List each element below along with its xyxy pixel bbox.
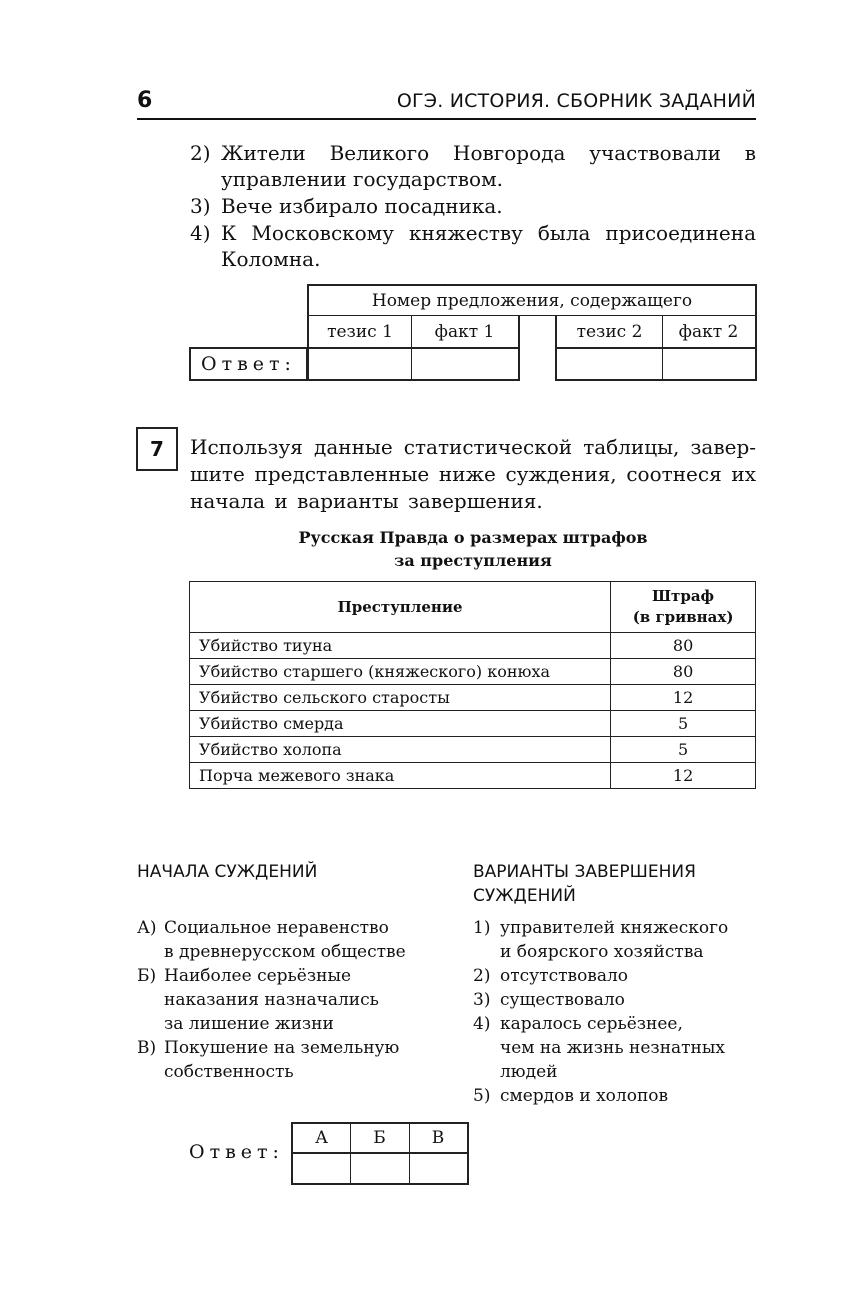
list-item: [473, 988, 763, 1012]
beginnings-list: [137, 916, 437, 1084]
endings-heading: [473, 860, 696, 908]
table-row: [190, 737, 756, 763]
list-item: [473, 1012, 763, 1084]
table-row: [190, 659, 756, 685]
table-title-line: Русская Правда о размерах штрафов: [298, 528, 648, 547]
answer-col-a: А: [291, 1122, 351, 1154]
statement-4: [190, 220, 756, 274]
statement-number: 2): [190, 141, 211, 165]
item-line: собственность: [164, 1062, 294, 1082]
item-line: существовало: [500, 990, 625, 1010]
answer-grid-2: [291, 1122, 469, 1185]
crime-cell: Убийство старшего (княжеского) конюха: [190, 659, 611, 685]
statement-line: Вече избирало посадника.: [221, 194, 503, 218]
item-line: отсутствовало: [500, 966, 629, 986]
item-line: каралось серьёзнее,: [500, 1014, 683, 1034]
instruction-line: Используя данные статистической таблицы, завер-: [190, 435, 756, 459]
beginnings-heading: НАЧАЛА СУЖДЕНИЙ: [137, 862, 318, 882]
col-header-fine: [611, 582, 756, 633]
statement-2: [190, 140, 756, 194]
instruction-line: шите представленные ниже суждения, соотнеся их: [190, 462, 756, 486]
answer-cell-thesis-2[interactable]: [555, 347, 663, 381]
table-title-line: за преступления: [394, 551, 552, 570]
item-line: и боярского хозяйства: [500, 942, 704, 962]
item-line: смердов и холопов: [500, 1086, 669, 1106]
list-item: [137, 916, 437, 964]
answer-cell-a[interactable]: [291, 1152, 351, 1185]
endings-heading-line: ВАРИАНТЫ ЗАВЕРШЕНИЯ: [473, 862, 696, 882]
answer-label: Ответ:: [189, 347, 308, 381]
table-row: [190, 685, 756, 711]
col-fact-2: факт 2: [662, 315, 757, 348]
list-item: [473, 1084, 763, 1108]
col-header-fine-line: Штраф: [652, 587, 715, 605]
crime-cell: Убийство тиуна: [190, 633, 611, 659]
task-instruction: [190, 434, 756, 515]
header-rule: [137, 118, 756, 120]
statement-line: Коломна.: [221, 247, 321, 271]
crime-cell: Убийство сельского старосты: [190, 685, 611, 711]
item-letter: А): [137, 918, 157, 938]
answer-col-b: Б: [350, 1122, 410, 1154]
col-thesis-1: тезис 1: [307, 315, 412, 348]
answer-cell-fact-1[interactable]: [411, 347, 520, 381]
list-item: [473, 916, 763, 964]
answer-cell-b[interactable]: [350, 1152, 410, 1185]
task-number: 7: [136, 427, 178, 471]
crime-cell: Убийство холопа: [190, 737, 611, 763]
answer-col-v: В: [409, 1122, 469, 1154]
item-letter: В): [137, 1038, 157, 1058]
statement-line: управлении государством.: [221, 167, 503, 191]
table-row: [190, 711, 756, 737]
col-fact-1: факт 1: [411, 315, 520, 348]
fine-cell: 80: [611, 633, 756, 659]
instruction-line: начала и варианты завершения.: [190, 489, 543, 513]
fines-table: [189, 581, 756, 789]
statement-line: Жители Великого Новгорода участвовали в: [221, 141, 756, 165]
endings-list: [473, 916, 763, 1108]
col-header-crime: Преступление: [190, 582, 611, 633]
crime-cell: Порча межевого знака: [190, 763, 611, 789]
endings-heading-line: СУЖДЕНИЙ: [473, 886, 576, 906]
table-row: [190, 763, 756, 789]
answer-cell-fact-2[interactable]: [662, 347, 757, 381]
table-row: [190, 633, 756, 659]
item-number: 5): [473, 1086, 491, 1106]
answer-grid-header: Номер предложения, содержащего: [307, 284, 757, 316]
item-line: управителей княжеского: [500, 918, 729, 938]
table-header-row: [190, 582, 756, 633]
item-line: в древнерусском обществе: [164, 942, 406, 962]
item-letter: Б): [137, 966, 157, 986]
fine-cell: 12: [611, 685, 756, 711]
item-line: Покушение на земельную: [164, 1038, 400, 1058]
answer-cell-thesis-1[interactable]: [307, 347, 412, 381]
item-number: 3): [473, 990, 491, 1010]
item-line: чем на жизнь незнатных: [500, 1038, 726, 1058]
item-line: Социальное неравенство: [164, 918, 389, 938]
statement-line: К Московскому княжеству была присоединена: [221, 221, 756, 245]
statement-number: 4): [190, 221, 211, 245]
statement-3: [190, 193, 756, 221]
item-number: 1): [473, 918, 491, 938]
item-line: наказания назначались: [164, 990, 379, 1010]
crime-cell: Убийство смерда: [190, 711, 611, 737]
list-item: [137, 964, 437, 1036]
fine-cell: 5: [611, 737, 756, 763]
col-header-fine-line: (в гривнах): [632, 608, 734, 626]
item-line: Наиболее серьёзные: [164, 966, 352, 986]
fine-cell: 5: [611, 711, 756, 737]
item-line: людей: [500, 1062, 558, 1082]
col-thesis-2: тезис 2: [555, 315, 663, 348]
item-number: 2): [473, 966, 491, 986]
answer-grid-1: [189, 284, 757, 381]
list-item: [137, 1036, 437, 1084]
statement-number: 3): [190, 194, 211, 218]
item-line: за лишение жизни: [164, 1014, 334, 1034]
fine-cell: 12: [611, 763, 756, 789]
page-number: 6: [137, 88, 153, 113]
fine-cell: 80: [611, 659, 756, 685]
answer-cell-v[interactable]: [409, 1152, 469, 1185]
running-header-title: ОГЭ. ИСТОРИЯ. СБОРНИК ЗАДАНИЙ: [396, 90, 756, 112]
table-title: [190, 526, 756, 572]
list-item: [473, 964, 763, 988]
answer-label-2: Ответ:: [189, 1141, 284, 1163]
item-number: 4): [473, 1014, 491, 1034]
